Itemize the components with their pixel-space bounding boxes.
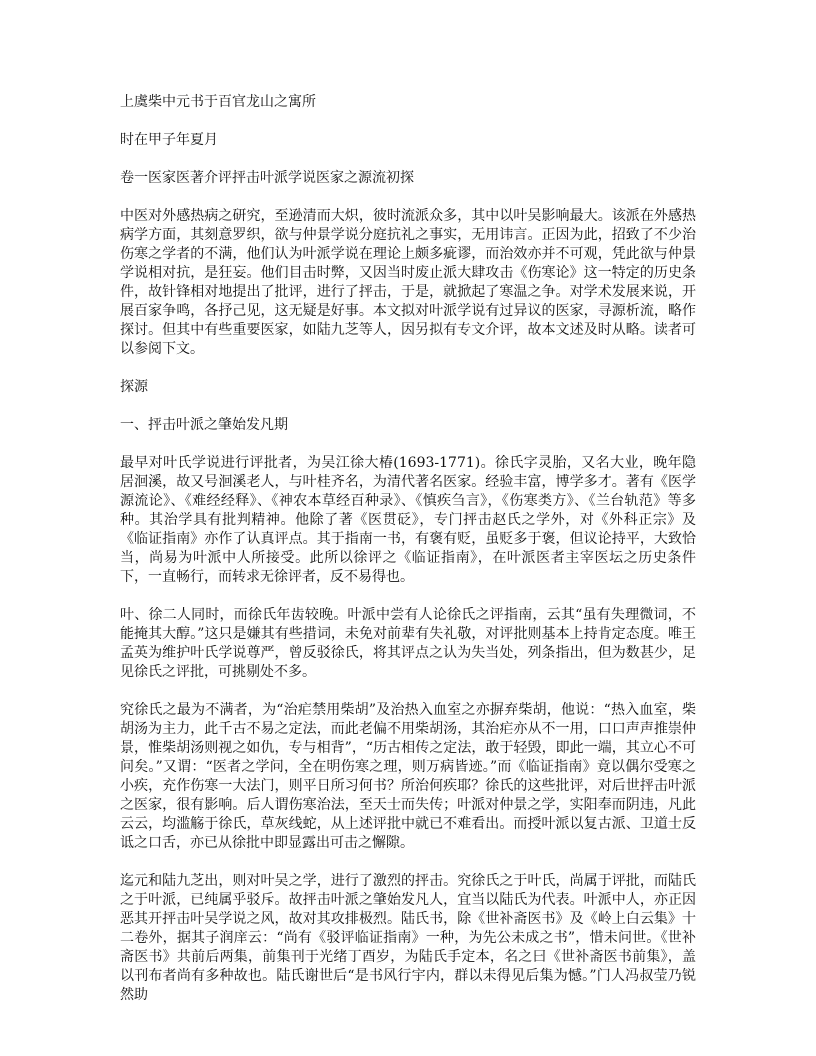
body-paragraph: 最早对叶氏学说进行评批者，为吴江徐大椿(1693-1771)。徐氏字灵胎，又名大业，晚年隐居洄溪，故又号洄溪老人，与叶桂齐名，为清代著名医家。经验丰富，博学多才。著有《医学源流论》、《难经经释》、《神农本草经百种录》、《慎疾刍言》，《伤寒类方》、《兰台轨范》等多种。其治学具有批判精神。他除了著《医贯砭》，专门抨击赵氏之学外，对《外科正宗》及《临证指南》亦作了认真评点。其于指南一书，有褒有贬，虽贬多于褒，但议论持平，大致恰当，尚易为叶派中人所接受。此所以徐评之《临证指南》，在叶派医者主宰医坛之历史条件下，一直畅行，而转求无徐评者，反不易得也。 <box>120 455 696 585</box>
chapter-title: 卷一医家医著介评抨击叶派学说医家之源流初探 <box>120 170 414 186</box>
subsection-heading: 一、抨击叶派之肇始发凡期 <box>120 417 288 433</box>
body-paragraph: 究徐氏之最为不满者，为“治疟禁用柴胡”及治热入血室之亦摒弃柴胡，他说：“热入血室，柴胡汤为主力，此千古不易之定法，而此老偏不用柴胡汤，其治疟亦从不一用，口口声声推崇仲景，惟柴胡汤则视之如仇，专与相背”，“历古相传之定法，敢于轻毁，即此一端，其立心不可问矣。”又谓：“医者之学问，全在明伤寒之理，则万病皆迹。”而《临证指南》竟以偶尔受寒之小疾，充作伤寒一大法门，则平日所习何书？所治何疾耶？徐氏的这些批评，对后世抨击叶派之医家，很有影响。后人谓伤寒治法，至天士而失传；叶派对仲景之学，实阳奉而阴违，凡此云云，均滥觞于徐氏，草灰线蛇，从上述评批中就已不难看出。而授叶派以复古派、卫道士反诋之口舌，亦已从徐批中即显露出可击之懈隙。 <box>120 702 696 851</box>
document-page <box>120 93 696 1024</box>
author-line: 上虞柴中元书于百官龙山之寓所 <box>120 94 316 110</box>
date-line: 时在甲子年夏月 <box>120 132 218 148</box>
intro-paragraph: 中医对外感热病之研究，至逊清而大炽，彼时流派众多，其中以叶吴影响最大。该派在外感热病学方面，其刻意罗织，欲与仲景学说分庭抗礼之事实，无用讳言。正因为此，招致了不少治伤寒之学者的不满，他们认为叶派学说在理论上颇多疵谬，而治效亦并不可观，凭此欲与仲景学说相对抗，是狂妄。他们目击时弊，又因当时废止派大肆攻击《伤寒论》这一特定的历史条件，故针锋相对地提出了批评，进行了抨击，于是，就掀起了寒温之争。对学术发展来说，开展百家争鸣，各抒己见，这无疑是好事。本文拟对叶派学说有过异议的医家，寻源析流，略作探讨。但其中有些重要医家，如陆九芝等人，因另拟有专文介评，故本文述及时从略。读者可以参阅下文。 <box>120 208 696 357</box>
body-paragraph: 叶、徐二人同时，而徐氏年齿较晚。叶派中尝有人论徐氏之评指南，云其“虽有失理微词，不能掩其大醇。”这只是嫌其有些措词，未免对前辈有失礼敬，对评批则基本上持肯定态度。唯王孟英为维护叶氏学说尊严，曾反驳徐氏，将其评点之认为失当处，列条指出，但为数甚少，足见徐氏之评批，可挑剔处不多。 <box>120 607 696 680</box>
section-heading: 探源 <box>120 379 148 395</box>
body-paragraph: 迄元和陆九芝出，则对叶吴之学，进行了激烈的抨击。究徐氏之于叶氏，尚属于评批，而陆氏之于叶派，已纯属乎驳斥。故抨击叶派之肇始发凡人，宜当以陆氏为代表。叶派中人，亦正因恶其开抨击叶吴学说之风，故对其攻排极烈。陆氏书，除《世补斋医书》及《岭上白云集》十二卷外，据其子润庠云：“尚有《驳评临证指南》一种，为先公未成之书”，惜未问世。《世补斋医书》共前后两集，前集刊于光绪丁酉岁，为陆氏手定本，名之曰《世补斋医书前集》，盖以刊布者尚有多种故也。陆氏谢世后“是书风行宇内，群以未得见后集为憾。”门人冯叔莹乃锐然助 <box>120 873 696 1003</box>
